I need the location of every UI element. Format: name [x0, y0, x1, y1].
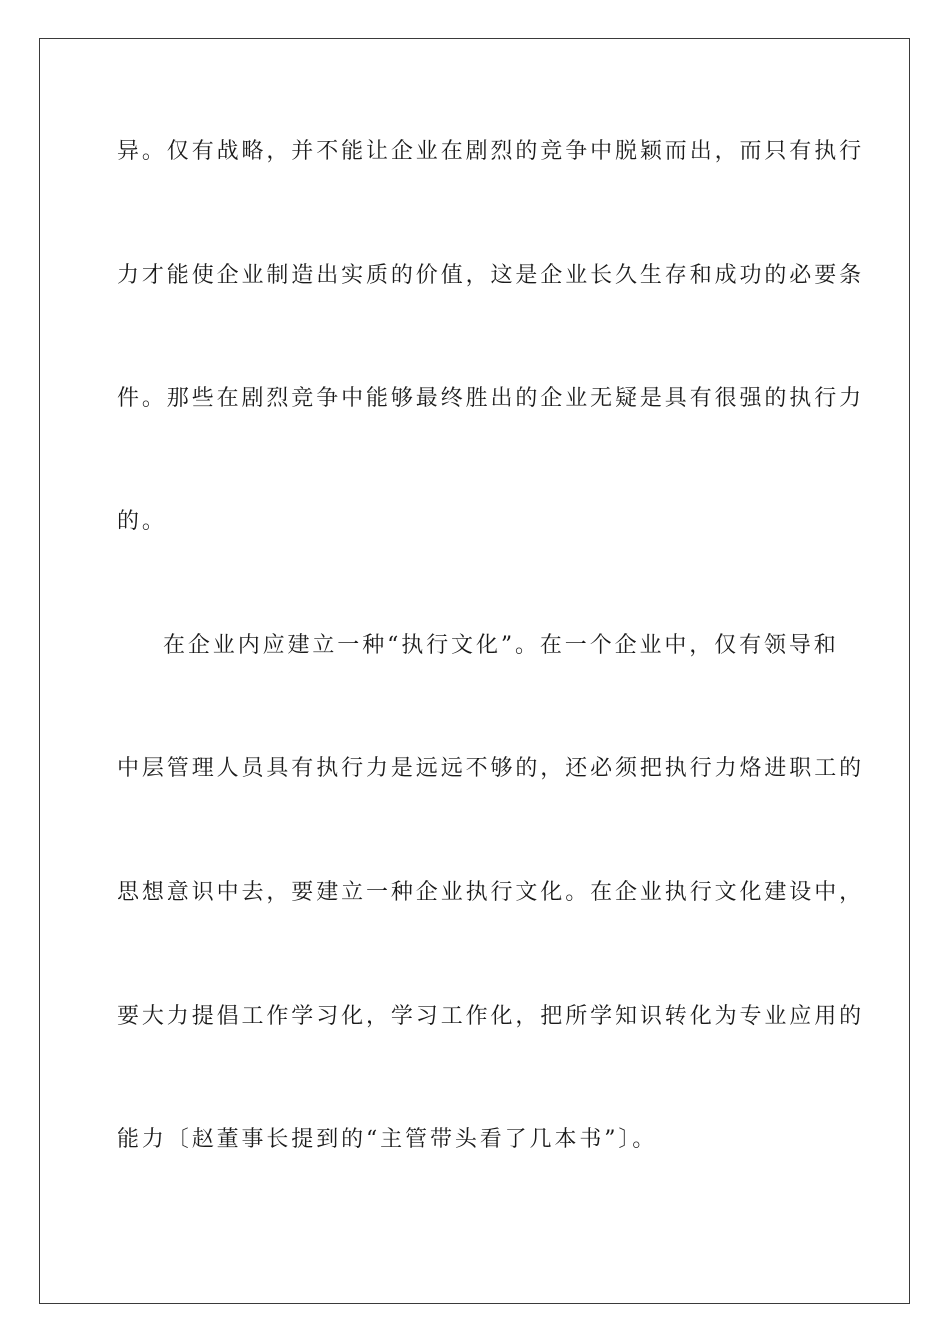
paragraph-1-line-2: 力才能使企业制造出实质的价值，这是企业长久生存和成功的必要条 [117, 263, 865, 288]
paragraph-2-line-4: 要大力提倡工作学习化，学习工作化，把所学知识转化为专业应用的 [117, 1004, 865, 1029]
paragraph-2-line-5: 能力〔赵董事长提到的“主管带头看了几本书”〕。 [117, 1127, 658, 1152]
paragraph-1-line-4: 的。 [117, 509, 167, 534]
paragraph-2-line-2: 中层管理人员具有执行力是远远不够的，还必须把执行力烙进职工的 [117, 756, 865, 781]
page-border [39, 38, 910, 1304]
paragraph-2-line-1: 在企业内应建立一种“执行文化”。在一个企业中，仅有领导和 [163, 633, 839, 658]
paragraph-2-line-3: 思想意识中去，要建立一种企业执行文化。在企业执行文化建设中， [117, 880, 865, 905]
paragraph-1-line-3: 件。那些在剧烈竞争中能够最终胜出的企业无疑是具有很强的执行力 [117, 386, 865, 411]
paragraph-1-line-1: 异。仅有战略，并不能让企业在剧烈的竞争中脱颖而出，而只有执行 [117, 139, 865, 164]
